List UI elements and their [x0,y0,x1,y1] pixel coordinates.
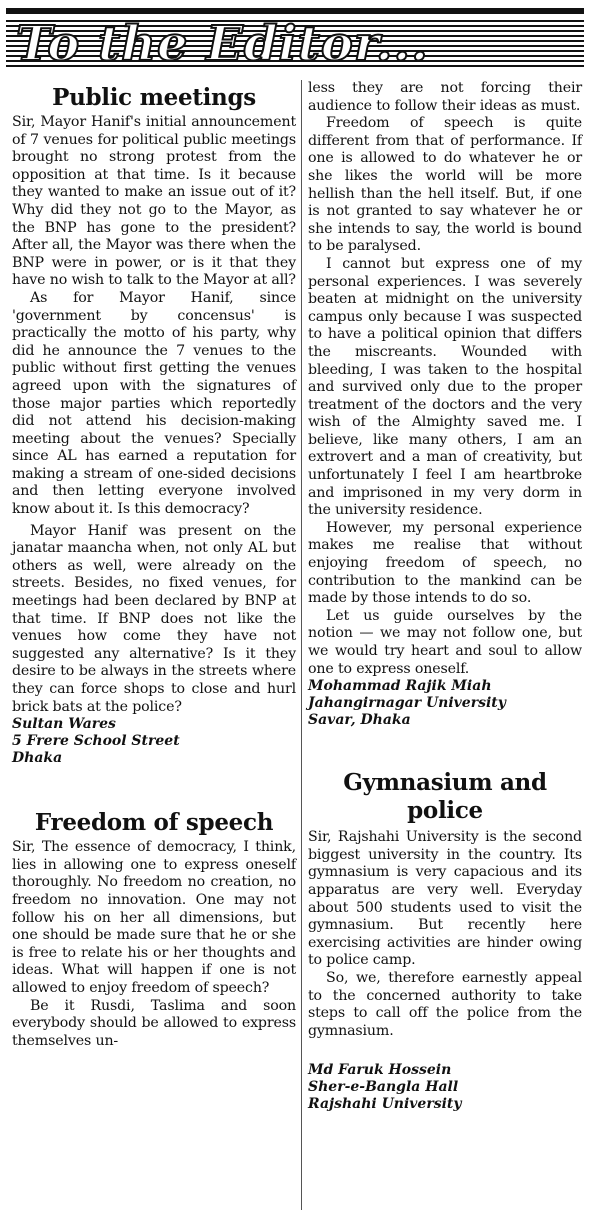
signature-city: Savar, Dhaka [308,712,411,729]
left-column [12,84,296,1050]
letter-heading: Public meetings [52,84,256,111]
column-divider [301,80,302,1210]
signature-name: Mohammad Rajik Miah [308,678,492,695]
letter-heading-line-1: Gymnasium and [343,769,547,797]
letter-freedom-of-speech-continued [308,80,582,729]
letter-paragraph: Sir, Rajshahi University is the second biggest university in the country. Its gymnasium is very capacious and its apparatus are very well. Everyday about 500 students used to visit the gymnasium. But recently here exercising activities are hinder owing to police camp. [308,829,582,969]
right-column [308,80,582,1113]
letter-heading: Freedom of speech [34,809,274,837]
letter-paragraph: Be it Rusdi, Taslima and soon everybody should be allowed to express themselves un- [12,997,296,1049]
letter-paragraph: As for Mayor Hanif, since 'government by concensus' is practically the motto of his party, why did he announce the 7 venues to the public without first getting the venues agreed upon with the signatures of those major parties which reportedly did not attend his decision-making meeting about the venues? Specially since AL has earned a reputation for making a stream of one-sided decisions and then letting everyone involved know about it. Is this democracy? [12,289,296,518]
letter-heading-line-2: police [407,797,483,825]
signature-name: Sultan Wares [12,716,116,733]
letter-paragraph: However, my personal experience makes me realise that without enjoying freedom of speech, no contribution to the mankind can be made by those intends to do so. [308,519,582,607]
letter-paragraph: So, we, therefore earnestly appeal to the concerned authority to take steps to call off the police from the gymnasium. [308,969,582,1039]
signature-name: Md Faruk Hossein [308,1062,452,1079]
letter-paragraph: I cannot but express one of my personal experiences. I was severely beaten at midnight on the university campus only because I was suspected to have a political opinion that differs the miscreants. Wounded with bleeding, I was taken to the hospital and survived only due to the proper treatment of the doctors and the very wish of the Almighty saved me. I believe, like many others, I am an extrovert and a man of creativity, but unfortunately I feel I am heartbroke and imprisoned in my very dorm in the university residence. [308,255,582,519]
signature-city: Dhaka [12,750,63,767]
signature-address: 5 Frere School Street [12,733,180,750]
signature-address: Jahangirnagar University [308,695,506,712]
page-banner [6,8,584,72]
letter-signature [308,1062,582,1113]
letter-paragraph: Sir, Mayor Hanif's initial announcement of 7 venues for political public meetings brought no strong protest from the opposition at that time. Is it because they wanted to make an issue out of it? Why did they not go to the Mayor, as the BNP has gone to the president? After all, the Mayor was there when the BNP were in power, or is it that they have no wish to talk to the Mayor at all? [12,114,296,289]
letter-signature [308,678,582,729]
banner-title: To the Editor... [16,16,429,72]
letter-paragraph: Sir, The essence of democracy, I think, lies in allowing one to express oneself thoroughly. No freedom no creation, no freedom no innovation. One may not follow his on her all dimensions, but one should be made sure that he or she is free to relate his or her thoughts and ideas. What will happen if one is not allowed to enjoy freedom of speech? [12,839,296,996]
letter-paragraph: Mayor Hanif was present on the janatar maancha when, not only AL but others as well, were already on the streets. Besides, no fixed venues, for meetings had been declared by BNP at that time. If BNP does not like the venues how come they have not suggested any alternative? Is it they desire to be always in the streets where they can force shops to close and hurl brick bats at the police? [12,522,296,715]
letter-paragraph: Freedom of speech is quite different from that of performance. If one is allowed to do whatever he or she likes the world will be more hellish than the hell itself. But, if one is not granted to say whatever he or she intends to say, the world is bound to be paralysed. [308,115,582,255]
letter-freedom-of-speech [12,809,296,1050]
letter-paragraph: Let us guide ourselves by the notion — we may not follow one, but we would try heart and soul to allow one to express oneself. [308,607,582,677]
letter-public-meetings [12,84,296,767]
letter-signature [12,716,296,767]
letter-paragraph: less they are not forcing their audience to follow their ideas as must. [308,80,582,114]
letter-gymnasium-and-police [308,769,582,1113]
signature-address: Sher-e-Bangla Hall [308,1079,459,1096]
signature-city: Rajshahi University [308,1096,462,1113]
